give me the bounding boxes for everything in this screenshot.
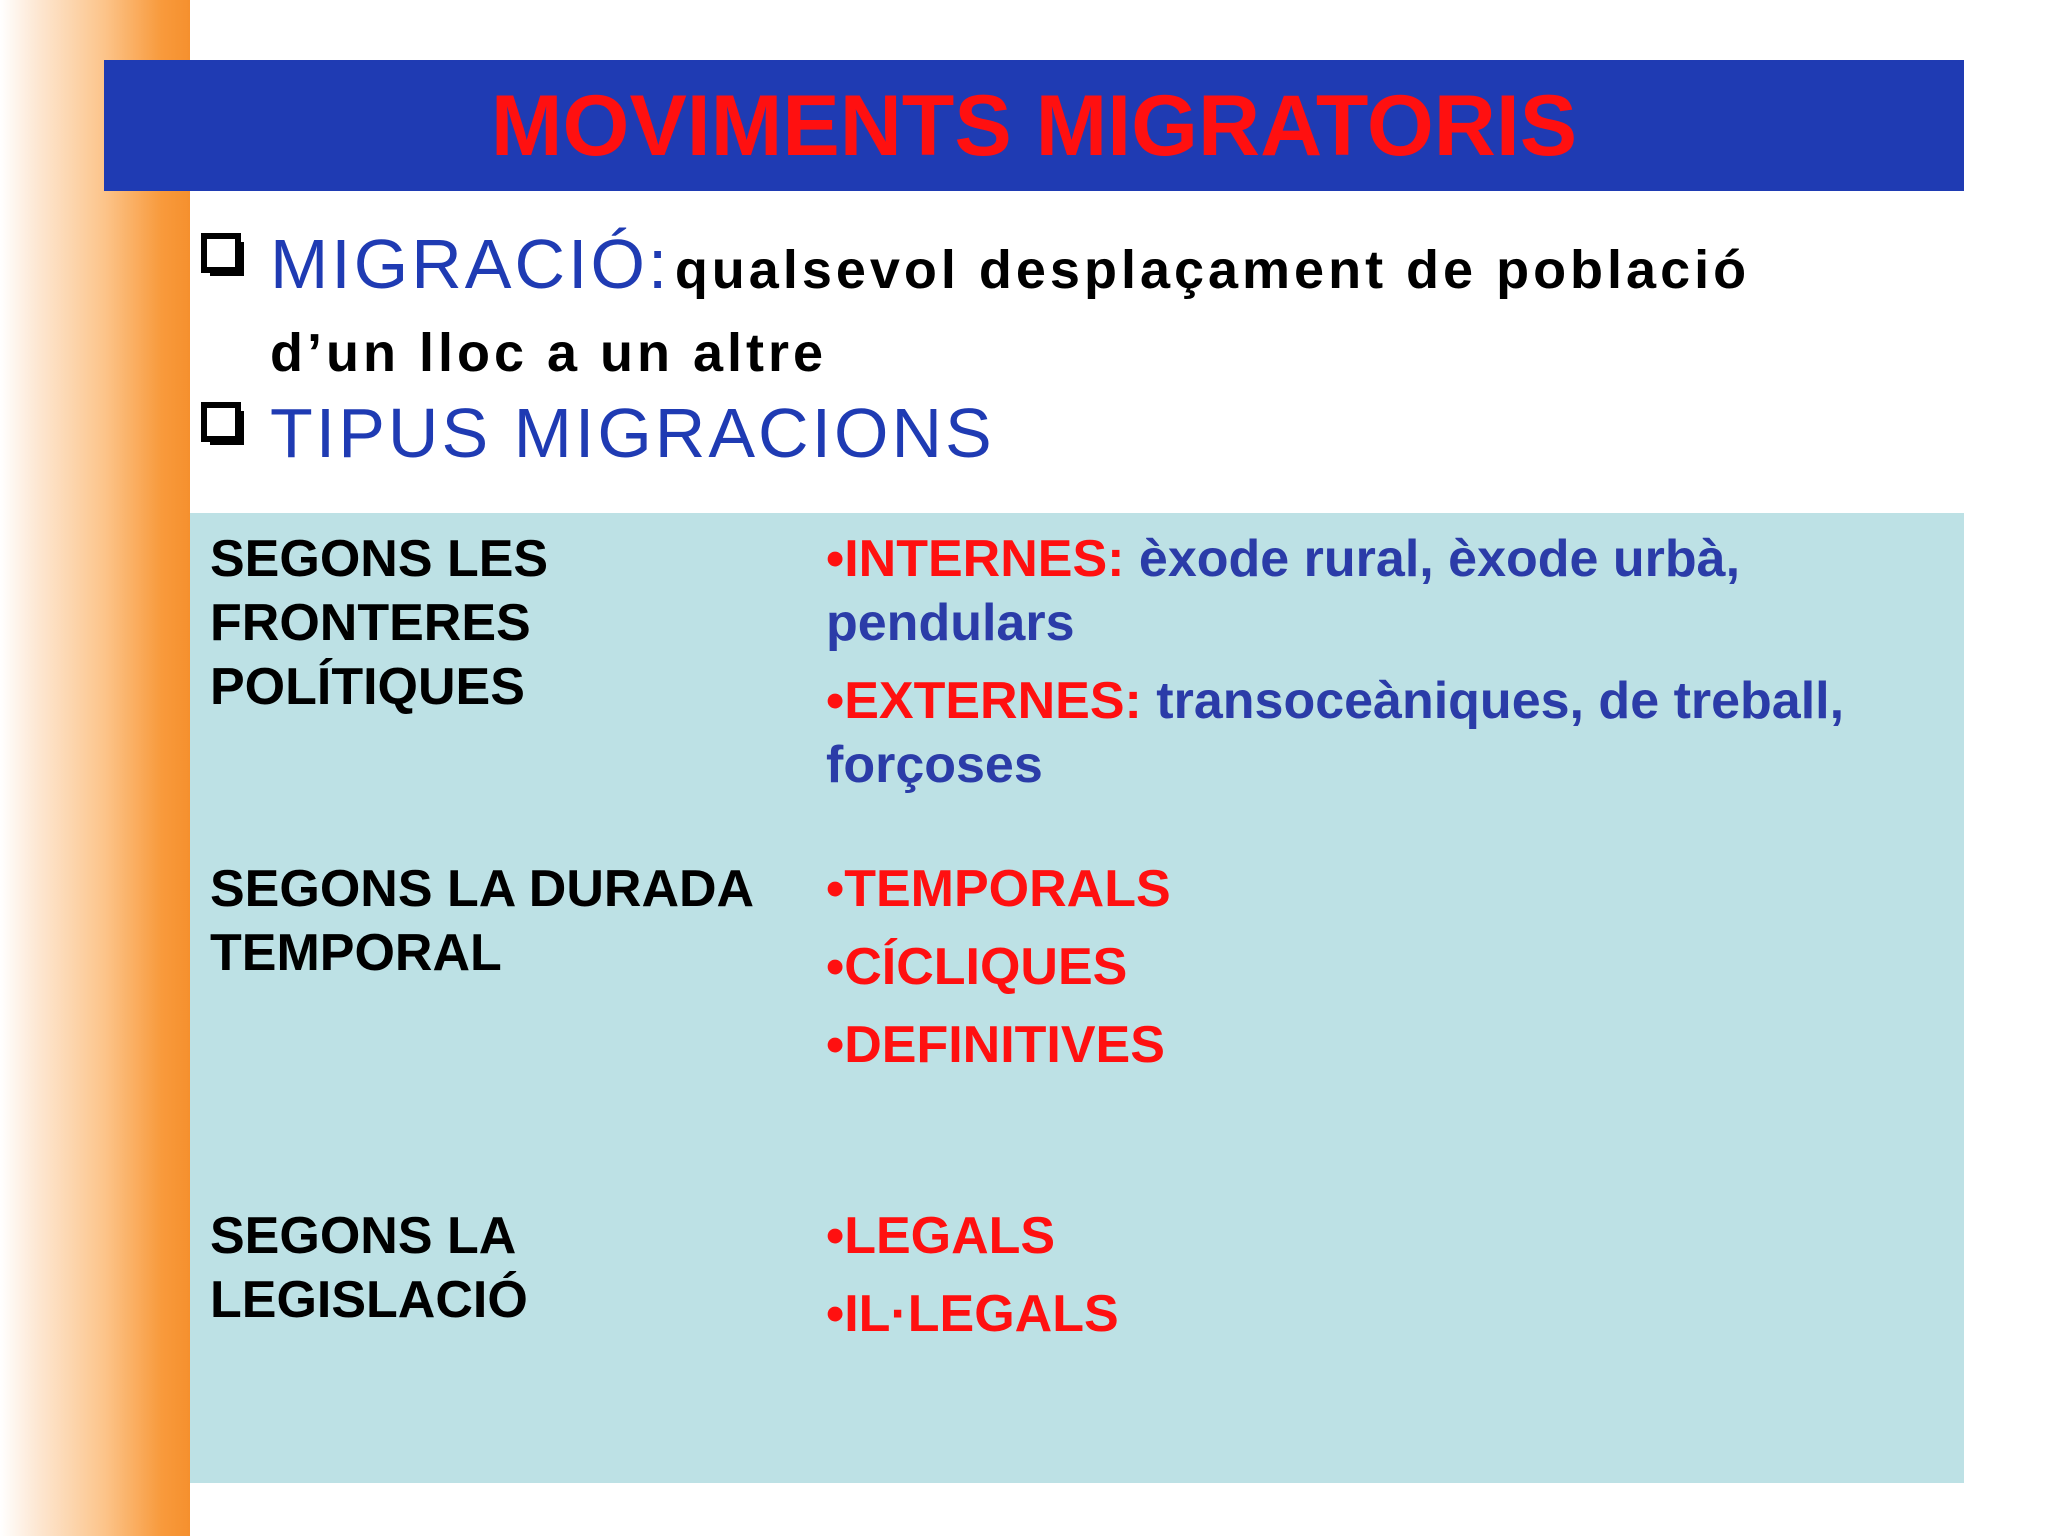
type-item [826,857,1906,921]
criterion-political-borders: SEGONS LES FRONTERES POLÍTIQUES [210,530,549,716]
type-item [826,527,1906,655]
definition-body [270,224,1850,382]
definition-term: MIGRACIÓ: [270,225,671,303]
bullet-dot: • [826,1016,845,1074]
checkbox-square-icon [196,226,244,286]
criterion-legislation: SEGONS LA LEGISLACIÓ [210,1207,528,1329]
bullet-dot: • [826,530,845,588]
type-item [826,1204,1906,1268]
type-label: EXTERNES: [844,672,1142,730]
type-label: DEFINITIVES [844,1016,1165,1074]
types-heading-body [270,393,1850,473]
type-label: CÍCLIQUES [844,938,1128,996]
type-label: INTERNES: [844,530,1125,588]
type-label: IL·LEGALS [844,1285,1119,1343]
type-item [826,1282,1906,1346]
type-examples: transoceàniques, de treball, forçoses [826,672,1845,794]
title-bar [104,60,1964,191]
type-item [826,1013,1906,1077]
definition-text-continued: d’un lloc a un altre [270,323,828,383]
type-item [826,669,1906,797]
criterion-duration: SEGONS LA DURADA TEMPORAL [210,860,753,982]
bullet-dot: • [826,1207,845,1265]
types-political-borders [826,527,1906,811]
definition-bullet [196,224,1850,382]
definition-text: qualsevol desplaçament de població [674,240,1751,300]
bullet-dot: • [826,672,845,730]
types-heading: TIPUS MIGRACIONS [270,394,995,472]
decorative-side-stripe [0,0,190,1536]
checkbox-square-icon [196,395,244,455]
classification-panel [190,513,1964,1483]
bullet-dot: • [826,938,845,996]
types-duration [826,857,1906,1091]
types-bullet [196,393,1850,473]
type-label: LEGALS [844,1207,1056,1265]
slide-title: MOVIMENTS MIGRATORIS [490,77,1578,174]
bullet-dot: • [826,860,845,918]
types-legislation [826,1204,1906,1360]
bullet-dot: • [826,1285,845,1343]
type-examples: èxode rural, èxode urbà, pendulars [826,530,1741,652]
type-label: TEMPORALS [844,860,1171,918]
type-item [826,935,1906,999]
